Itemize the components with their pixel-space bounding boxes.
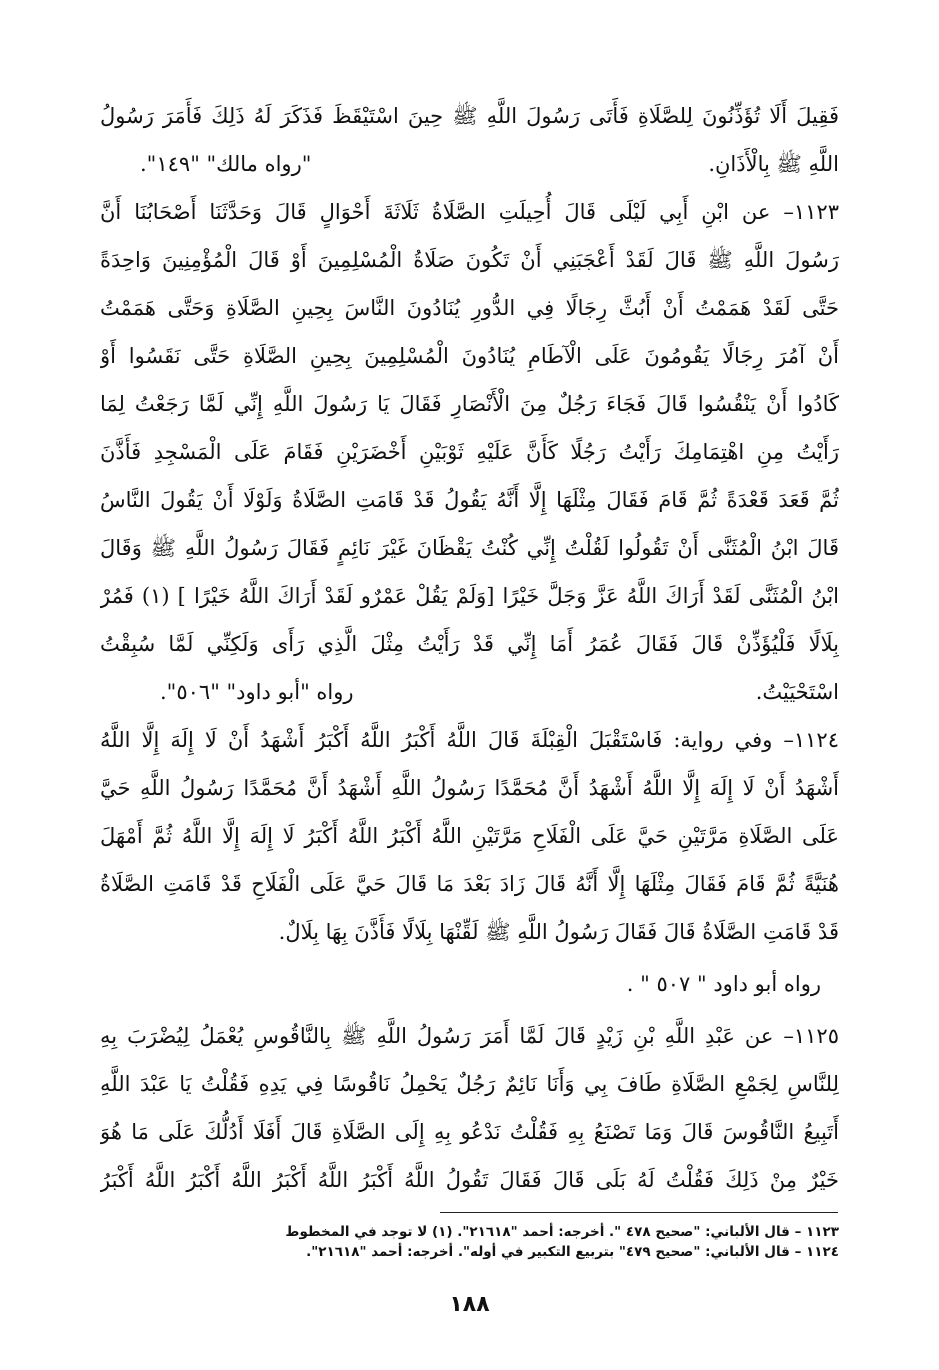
text-line-end: اللَّهِ ﷺ بِالْأَذَانِ. <box>708 152 839 176</box>
text-line: قَدْ قَامَتِ الصَّلَاةُ قَالَ فَقَالَ رَسُولُ اللَّهِ ﷺ لَقِّنْهَا بِلَالًا فَأَذَّنَ بِهَا بِلَالٌ. <box>278 920 839 944</box>
footnote-divider <box>440 1212 838 1213</box>
text-line: أَشْهَدُ أَنْ لَا إِلَهَ إِلَّا اللَّهُ أَشْهَدُ أَنَّ مُحَمَّدًا رَسُولُ اللَّهِ أَشْهَدُ أَنَّ مُحَمَّدًا رَسُولُ اللَّهِ حَيَّ <box>100 776 839 800</box>
text-line: أَتَبِيعُ النَّاقُوسَ قَالَ وَمَا تَصْنَعُ بِهِ فَقُلْتُ نَدْعُو بِهِ إِلَى الصَّلَاةِ قَالَ أَفَلَا أَدُلُّكَ عَلَى مَا هُوَ <box>100 1120 839 1144</box>
hadith-reference: رواه "أبو داود" "٥٠٦". <box>160 680 354 704</box>
text-line: ابْنُ الْمُثَنَّى لَقَدْ أَرَاكَ اللَّهُ عَزَّ وَجَلَّ خَيْرًا [وَلَمْ يَقُلْ عَمْرٌو لَقَدْ أَرَاكَ اللَّهُ خَيْرًا ] (١) فَمُرْ <box>100 584 839 608</box>
text-line: حَتَّى لَقَدْ هَمَمْتُ أَنْ أَبُثَّ رِجَالًا فِي الدُّورِ يُنَادُونَ النَّاسَ بِحِينِ الصَّلَاةِ وَحَتَّى هَمَمْتُ <box>100 296 839 320</box>
text-line: بِلَالًا فَلْيُؤَذِّنْ قَالَ فَقَالَ عُمَرُ أَمَا إِنِّي قَدْ رَأَيْتُ مِثْلَ الَّذِي رَأَى وَلَكِنِّي لَمَّا سُبِقْتُ <box>100 632 839 656</box>
text-line: لِلنَّاسِ لِجَمْعِ الصَّلَاةِ طَافَ بِي وَأَنَا نَائِمٌ رَجُلٌ يَحْمِلُ نَاقُوسًا فِي يَدِهِ فَقُلْتُ يَا عَبْدَ اللَّهِ <box>100 1072 839 1096</box>
text-line: عَلَى الصَّلَاةِ مَرَّتَيْنِ حَيَّ عَلَى الْفَلَاحِ مَرَّتَيْنِ اللَّهُ أَكْبَرُ اللَّهُ أَكْبَرُ لَا إِلَهَ إِلَّا اللَّهُ ثُمَّ أَمْهَلَ <box>100 824 839 848</box>
text-line: كَادُوا أَنْ يَنْقُسُوا قَالَ فَجَاءَ رَجُلٌ مِنَ الْأَنْصَارِ فَقَالَ يَا رَسُولَ اللَّهِ إِنِّي لَمَّا رَجَعْتُ لِمَا <box>100 392 839 416</box>
hadith-1124-start: ١١٢٤– وفي رواية: فَاسْتَقْبَلَ الْقِبْلَةَ قَالَ اللَّهُ أَكْبَرُ اللَّهُ أَكْبَرُ أَشْهَدُ أَنْ لَا إِلَهَ إِلَّا اللَّهُ <box>100 728 839 752</box>
text-line <box>100 140 839 188</box>
page-number: ١٨٨ <box>449 1292 490 1317</box>
text-line: قَالَ ابْنُ الْمُثَنَّى أَنْ تَقُولُوا لَقُلْتُ إِنِّي كُنْتُ يَقْظَانَ غَيْرَ نَائِمٍ فَقَالَ رَسُولُ اللَّهِ ﷺ وَقَالَ <box>100 536 839 560</box>
text-line: رَأَيْتُ مِنِ اهْتِمَامِكَ رَأَيْتُ رَجُلًا كَأَنَّ عَلَيْهِ ثَوْبَيْنِ أَخْضَرَيْنِ فَقَامَ عَلَى الْمَسْجِدِ فَأَذَّنَ <box>100 440 839 464</box>
hadith-1123-start: ١١٢٣– عن ابْنِ أَبِي لَيْلَى قَالَ أُحِيلَتِ الصَّلَاةُ ثَلَاثَةَ أَحْوَالٍ قَالَ وَحَدَّثَنَا أَصْحَابُنَا أَنَّ <box>100 200 839 224</box>
hadith-reference: "رواه مالك" "١٤٩". <box>140 152 312 176</box>
footnote-1123: ١١٢٣ – قال الألباني: "صحيح ٤٧٨ ". أخرجه: أحمد "٢١٦١٨". (١) لا توجد في المخطوط <box>285 1224 839 1240</box>
hadith-1125-start: ١١٢٥– عن عَبْدِ اللَّهِ بْنِ زَيْدٍ قَالَ لَمَّا أَمَرَ رَسُولُ اللَّهِ ﷺ بِالنَّاقُوسِ يُعْمَلُ لِيُضْرَبَ بِهِ <box>100 1024 839 1048</box>
text-line <box>100 668 839 716</box>
hadith-reference: رواه أبو داود " ٥٠٧ " . <box>626 972 821 996</box>
footnotes <box>100 1222 839 1262</box>
text-line: هُنَيَّةً ثُمَّ قَامَ فَقَالَ مِثْلَهَا إِلَّا أَنَّهُ قَالَ زَادَ بَعْدَ مَا قَالَ حَيَّ عَلَى الْفَلَاحِ قَدْ قَامَتِ الصَّلَاةُ <box>100 872 839 896</box>
text-line-end: اسْتَحْيَيْتُ. <box>755 680 839 704</box>
text-line: ثُمَّ قَعَدَ قَعْدَةً ثُمَّ قَامَ فَقَالَ مِثْلَهَا إِلَّا أَنَّهُ يَقُولُ قَدْ قَامَتِ الصَّلَاةُ وَلَوْلَا أَنْ يَقُولَ النَّاسُ <box>100 488 839 512</box>
text-line: فَقِيلَ أَلَا تُؤَذِّنُونَ لِلصَّلَاةِ فَأَتَى رَسُولَ اللَّهِ ﷺ حِينَ اسْتَيْقَظَ فَذَكَرَ لَهُ ذَلِكَ فَأَمَرَ رَسُولُ <box>100 104 839 128</box>
text-line: خَيْرٌ مِنْ ذَلِكَ فَقُلْتُ لَهُ بَلَى قَالَ فَقَالَ تَقُولُ اللَّهُ أَكْبَرُ اللَّهُ أَكْبَرُ اللَّهُ أَكْبَرُ اللَّهُ أَكْبَرُ <box>100 1168 839 1192</box>
text-line: أَنْ آمُرَ رِجَالًا يَقُومُونَ عَلَى الْآطَامِ يُنَادُونَ الْمُسْلِمِينَ بِحِينِ الصَّلَاةِ حَتَّى نَقَسُوا أَوْ <box>100 344 839 368</box>
footnote-1124: ١١٢٤ – قال الألباني: "صحيح ٤٧٩" بتربيع التكبير في أوله". أخرجه: أحمد "٢١٦١٨". <box>306 1244 839 1260</box>
text-line: رَسُولَ اللَّهِ ﷺ قَالَ لَقَدْ أَعْجَبَنِي أَنْ تَكُونَ صَلَاةُ الْمُسْلِمِينَ أَوْ قَالَ الْمُؤْمِنِينَ وَاحِدَةً <box>100 248 839 272</box>
main-text <box>100 92 839 1204</box>
